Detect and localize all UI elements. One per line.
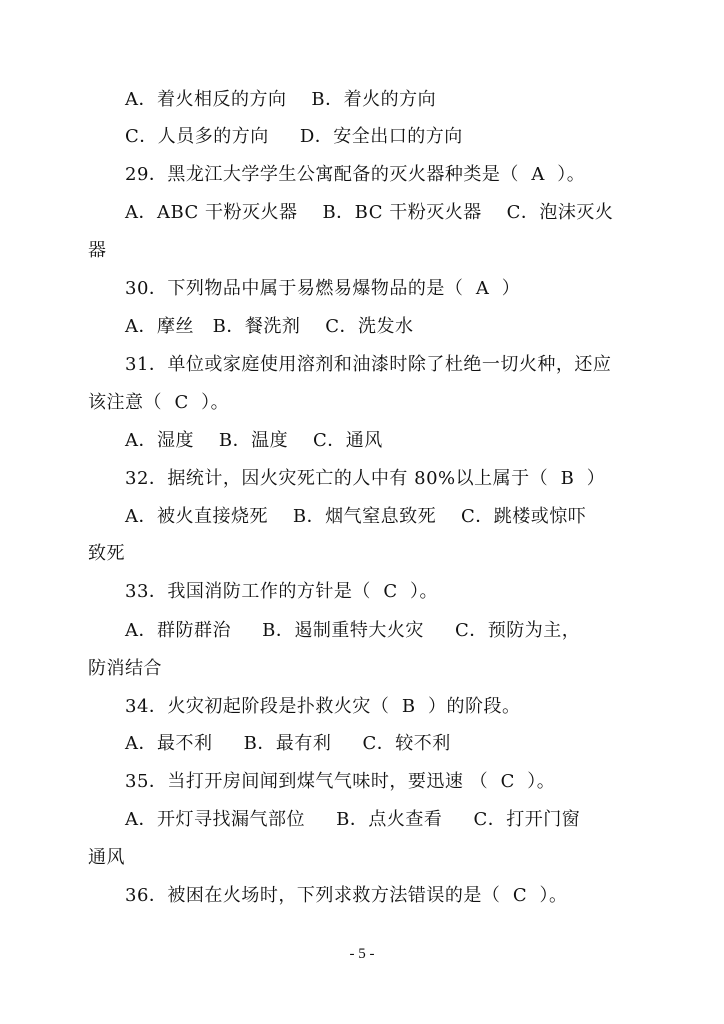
option-line: A．群防群治 B．遏制重特大火灾 C．预防为主， [125, 620, 581, 641]
option-line: A．摩丝 B．餐洗剂 C．洗发水 [125, 316, 414, 337]
option-line: C．人员多的方向 D．安全出口的方向 [125, 126, 463, 147]
option-line: A．最不利 B．最有利 C．较不利 [125, 733, 451, 754]
question-34: 34．火灾初起阶段是扑救火灾（ B ）的阶段。 [125, 696, 521, 717]
option-line-continued: 致死 [88, 543, 125, 564]
option-line-continued: 防消结合 [88, 658, 162, 679]
option-line-continued: 通风 [88, 847, 125, 868]
question-31-continued: 该注意（ C ）。 [88, 392, 230, 413]
question-29: 29．黑龙江大学学生公寓配备的灭火器种类是（ A ）。 [125, 164, 586, 185]
question-33: 33．我国消防工作的方针是（ C ）。 [125, 581, 439, 602]
question-32: 32．据统计，因火灾死亡的人中有 80%以上属于（ B ） [125, 468, 606, 489]
page-number: - 5 - [349, 946, 375, 962]
question-30: 30．下列物品中属于易燃易爆物品的是（ A ） [125, 278, 521, 299]
option-line-continued: 器 [88, 240, 107, 261]
option-line: A．着火相反的方向 B．着火的方向 [125, 89, 437, 110]
option-line: A．湿度 B．温度 C．通风 [125, 430, 383, 451]
option-line: A．开灯寻找漏气部位 B．点火查看 C．打开门窗 [125, 809, 581, 830]
option-line: A．ABC 干粉灭火器 B．BC 干粉灭火器 C．泡沫灭火 [125, 202, 614, 223]
question-35: 35．当打开房间闻到煤气气味时，要迅速 （ C ）。 [125, 771, 556, 792]
question-36: 36．被困在火场时，下列求救方法错误的是（ C ）。 [125, 885, 568, 906]
question-31: 31．单位或家庭使用溶剂和油漆时除了杜绝一切火种，还应 [125, 354, 612, 375]
option-line: A．被火直接烧死 B．烟气窒息致死 C．跳楼或惊吓 [125, 506, 587, 527]
